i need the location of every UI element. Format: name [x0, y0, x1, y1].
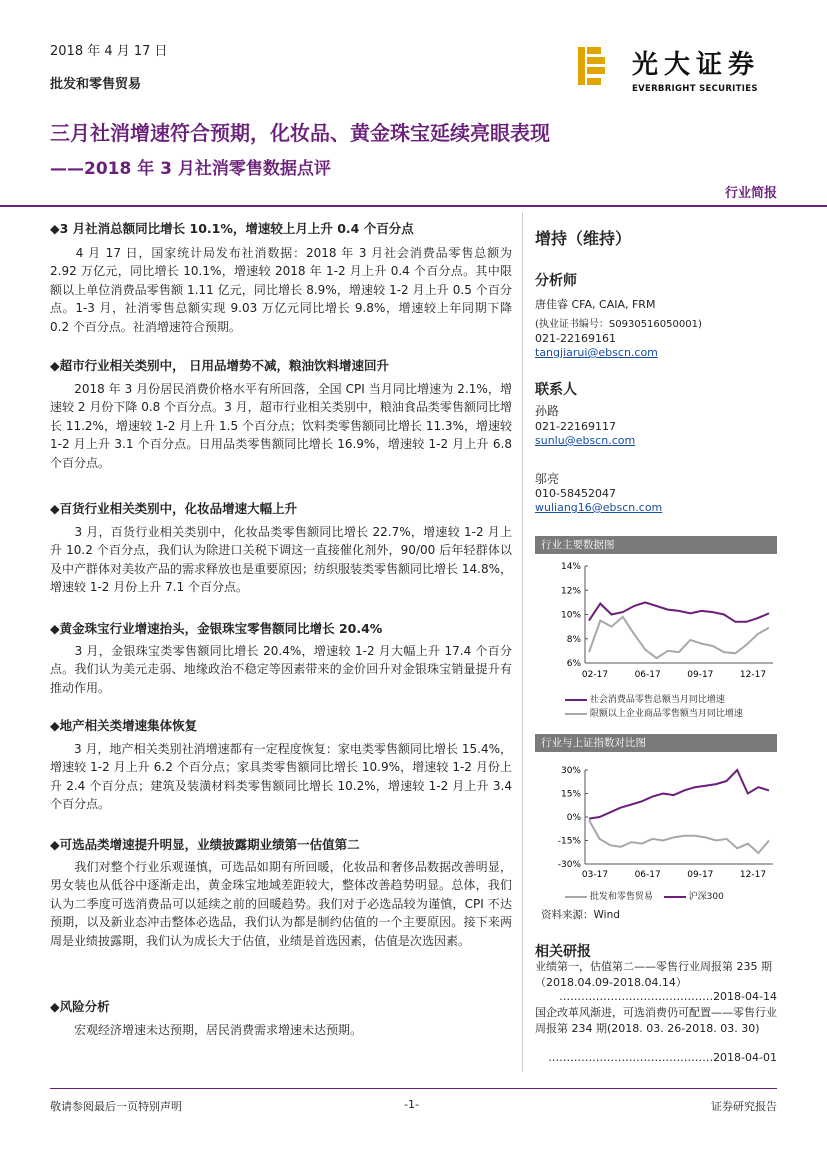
section-heading-2: ◆超市行业相关类别中， 日用品增势不减，粮油饮料增速回升	[50, 358, 389, 373]
section-text-3: 3 月，百货行业相关类别中，化妆品类零售额同比增长 22.7%，增速较 1-2 月上升 10.2 个百分点，我们认为除进口关税下调这一直接催化剂外，90/00 后年轻群体以及中产群体对美妆产品的需求释放也是重要原因；纺织服装类零售额同比增长 14.8%，增速较 1-2 月份上升 7.1 个百分点。	[50, 525, 512, 595]
c2-ytick-label-0: 30%	[560, 766, 581, 776]
related-heading: 相关研报	[535, 944, 591, 960]
section-heading-7: ◆风险分析	[50, 999, 110, 1014]
section-heading-4: ◆黄金珠宝行业增速抬头，金银珠宝零售额同比增长 20.4%	[50, 621, 383, 636]
footer-report-type: 证券研究报告	[711, 1100, 777, 1113]
section-text-4: 3 月，金银珠宝类零售额同比增长 20.4%，增速较 1-2 月大幅上升 17.4 个百分点。我们认为美元走弱、地缘政治不稳定等因素带来的金价回升对金银珠宝销量提升有推动作用。	[50, 644, 512, 695]
c1-ytick-label-2: 10%	[560, 610, 581, 621]
sector-label: 批发和零售贸易	[50, 77, 142, 92]
chart1-legend-2	[565, 706, 743, 719]
c1-ytick-label-1: 12%	[560, 586, 581, 597]
chart1-svg	[535, 558, 777, 682]
analyst-name: 唐佳睿 CFA, CAIA, FRM	[535, 298, 656, 311]
contact2-name: 邬亮	[535, 472, 560, 486]
header-divider	[0, 205, 827, 207]
c1-ytick-label-3: 8%	[566, 634, 581, 645]
analyst-email-link[interactable]: tangjiarui@ebscn.com	[535, 346, 658, 359]
logo-text-cn: 光大证券	[632, 50, 761, 80]
chart1-legend-label-1: 社会消费品零售总额当月同比增速	[589, 695, 725, 705]
section-text-1: 4 月 17 日，国家统计局发布社消数据：2018 年 3 月社会消费品零售总额为 2.92 万亿元，同比增长 10.1%，增速较 2018 年 1-2 月上升 0.4 个百分点。其中限额以上单位消费品零售额 1.11 亿元，同比增长 8.9%，增速较 1-2 月上升 0.5 个百分点。1-3 月，社消零售总额实现 9.03 万亿元同比增长 9.8%，增速较上年同期下降 0.2 个百分点。社消增速符合预期。	[50, 246, 512, 334]
chart2-svg	[535, 758, 777, 880]
contact1-phone: 021-22169117	[535, 420, 616, 433]
legend-swatch-purple	[664, 896, 686, 898]
section-text-7: 宏观经济增速未达预期，居民消费需求增速未达预期。	[50, 1023, 363, 1037]
chart1-title: 行业主要数据图	[535, 536, 777, 554]
chart2-series-wholesale-retail	[589, 820, 769, 853]
page-title: 三月社消增速符合预期，化妆品、黄金珠宝延续亮眼表现	[50, 121, 550, 145]
logo-text-en: EVERBRIGHT SECURITIES	[632, 84, 758, 94]
analyst-phone: 021-22169161	[535, 332, 616, 345]
c2-ytick-label-3: -15%	[557, 836, 581, 847]
related-report-1[interactable]: 业绩第一，估值第二——零售行业周报第 235 期（2018.04.09-2018.04.14）	[535, 960, 772, 989]
c2-ytick-label-1: 15%	[560, 789, 581, 800]
chart-source: 资料来源：Wind	[541, 909, 620, 921]
report-type: 行业简报	[724, 186, 777, 201]
related-report-2[interactable]: 国企改革风渐进，可选消费仍可配置——零售行业周报第 234 期(2018. 03. 26-2018. 03. 30)	[535, 1006, 777, 1035]
chart2-title: 行业与上证指数对比图	[535, 734, 777, 752]
section-heading-6: ◆可选品类增速提升明显，业绩披露期业绩第一估值第二	[50, 837, 360, 852]
contact1-email-link[interactable]: sunlu@ebscn.com	[535, 434, 636, 447]
c1-ytick-label-4: 6%	[566, 659, 581, 669]
c1-ytick-label-0: 14%	[560, 562, 581, 572]
page-number: -1-	[404, 1098, 419, 1111]
chart1-series-retail-total	[589, 602, 769, 621]
chart2-legend-label-1: 批发和零售贸易	[589, 892, 653, 902]
c2-xtick-label-1: 06-17	[634, 870, 661, 880]
section-text-2: 2018 年 3 月份居民消费价格水平有所回落，全国 CPI 当月同比增速为 2.1%，增速较 2 月份下降 0.8 个百分点。3 月，超市行业相关类别中，粮油食品类零售额同比增长 11.2%，增速较 1-2 月上升 1.5 个百分点；饮料类零售额同比增长 11.3%，增速较 1-2 月上升 3.1 个百分点。日用品类零售额同比增长 16.9%，增速较 1-2 月上升 6.8 个百分点。	[50, 382, 512, 470]
chart1-legend-label-2: 限额以上企业商品零售额当月同比增速	[589, 709, 743, 719]
legend-swatch-gray	[565, 713, 587, 715]
related-report-2-date: ………………………………………2018-04-01	[548, 1051, 777, 1064]
c1-xtick-label-3: 12-17	[739, 670, 767, 680]
analyst-cert: (执业证书编号：S0930516050001)	[535, 319, 702, 330]
c2-xtick-label-3: 12-17	[739, 870, 767, 880]
section-text-5: 3 月，地产相关类别社消增速都有一定程度恢复：家电类零售额同比增长 15.4%，增速较 1-2 月上升 6.2 个百分点；家具类零售额同比增长 10.9%，增速较 1-2 月份上升 2.4 个百分点；建筑及装潢材料类零售额同比增长 10.2%，增速较 1-2 月上升 3.4 个百分点。	[50, 742, 512, 812]
section-text-6: 我们对整个行业乐观谨慎，可选品如期有所回暖，化妆品和奢侈品数据改善明显，男女装也从低谷中逐渐走出，黄金珠宝地域差距较大，整体改善趋势明显。总体，我们认为二季度可选消费品可以延续之前的回暖趋势。我们对于必选品较为谨慎，CPI 不达预期，以及新业态冲击整体必选品，我们认为都是制约估值的一个主要原因。接下来两周是业绩披露期，我们认为成长大于估值，业绩是首选因素，估值是次选因素。	[50, 860, 512, 948]
contact1-name: 孙路	[535, 404, 560, 418]
chart2-legend	[565, 889, 724, 902]
c2-ytick-label-2: 0%	[566, 813, 581, 823]
chart2-series-csi300	[589, 770, 769, 819]
footer-divider	[50, 1088, 777, 1089]
chart1-series-above-quota	[589, 617, 769, 658]
everbright-logo-icon	[578, 47, 608, 85]
chart1-legend-1	[565, 692, 725, 705]
page-subtitle: ——2018 年 3 月社消零售数据点评	[50, 159, 331, 179]
sidebar-divider	[522, 212, 523, 1072]
section-heading-5: ◆地产相关类增速集体恢复	[50, 718, 198, 733]
footer-disclaimer: 敬请参阅最后一页特别声明	[50, 1100, 182, 1113]
c1-xtick-label-0: 02-17	[581, 670, 609, 680]
c2-ytick-label-4: -30%	[557, 860, 581, 870]
c1-xtick-label-1: 06-17	[634, 670, 661, 680]
legend-swatch-purple	[565, 699, 587, 701]
report-date: 2018 年 4 月 17 日	[50, 44, 168, 59]
section-heading-1: ◆3 月社消总额同比增长 10.1%，增速较上月上升 0.4 个百分点	[50, 221, 414, 236]
section-heading-3: ◆百货行业相关类别中，化妆品增速大幅上升	[50, 501, 298, 516]
analyst-heading: 分析师	[535, 273, 577, 289]
chart2-legend-label-2: 沪深300	[688, 892, 724, 902]
c2-xtick-label-2: 09-17	[687, 870, 714, 880]
legend-swatch-gray	[565, 896, 587, 898]
c1-xtick-label-2: 09-17	[687, 670, 714, 680]
contact-heading: 联系人	[535, 382, 577, 398]
c2-xtick-label-0: 03-17	[581, 870, 609, 880]
related-report-1-date: ……………………………………2018-04-14	[559, 990, 777, 1003]
contact2-email-link[interactable]: wuliang16@ebscn.com	[535, 501, 663, 514]
rating: 增持（维持）	[535, 229, 632, 248]
contact2-phone: 010-58452047	[535, 487, 616, 500]
